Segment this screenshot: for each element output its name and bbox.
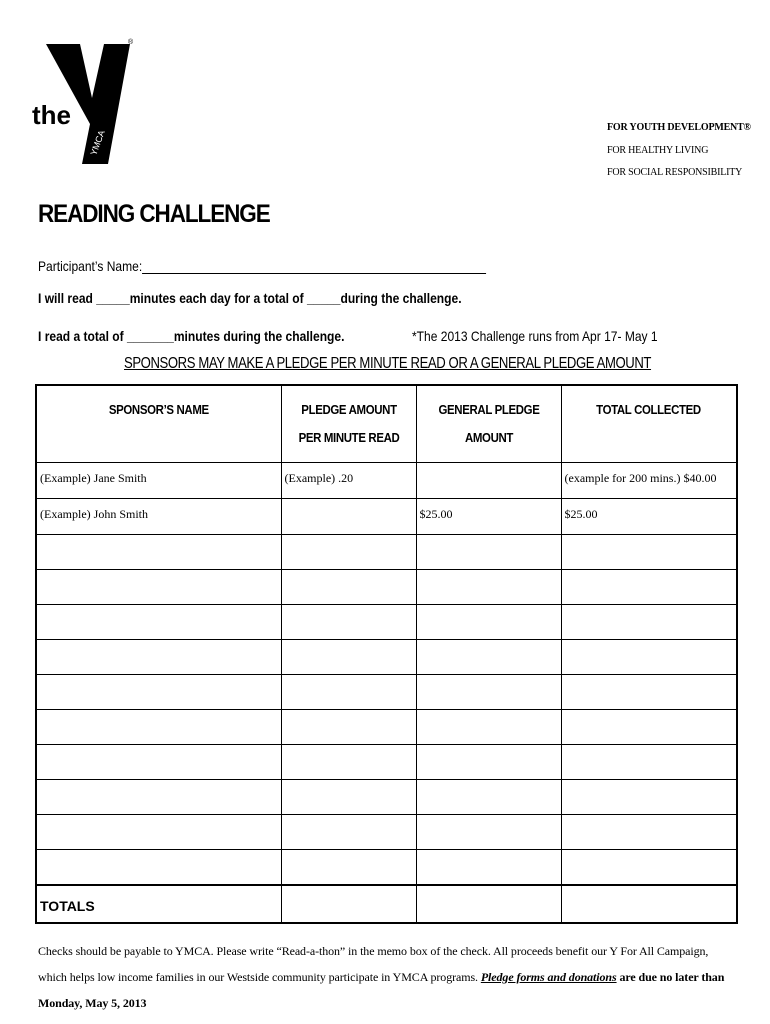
table-cell[interactable] — [36, 710, 281, 745]
table-cell[interactable] — [561, 850, 737, 885]
table-cell[interactable]: (Example) Jane Smith — [36, 463, 281, 499]
table-row — [36, 570, 737, 605]
table-cell[interactable] — [281, 570, 416, 605]
table-cell[interactable] — [36, 570, 281, 605]
table-cell[interactable] — [281, 815, 416, 850]
table-cell[interactable] — [561, 815, 737, 850]
table-cell[interactable] — [36, 815, 281, 850]
table-cell[interactable] — [281, 640, 416, 675]
table-cell[interactable] — [416, 463, 561, 499]
header-pledge-per-minute: PLEDGE AMOUNT PER MINUTE READ — [281, 385, 416, 463]
table-row — [36, 710, 737, 745]
table-cell[interactable] — [36, 640, 281, 675]
table-row — [36, 745, 737, 780]
participant-name-field[interactable] — [142, 259, 486, 274]
table-row — [36, 499, 737, 535]
logo-registered: ® — [128, 39, 134, 46]
table-row — [36, 780, 737, 815]
table-row — [36, 850, 737, 885]
logo-ymca: YMCA — [88, 128, 107, 157]
table-cell[interactable] — [281, 675, 416, 710]
table-row — [36, 640, 737, 675]
table-row — [36, 675, 737, 710]
participant-name-row — [38, 258, 486, 274]
footer-note — [38, 938, 738, 1016]
table-cell[interactable] — [416, 745, 561, 780]
totals-cell[interactable] — [561, 885, 737, 923]
footer-text: Checks should be payable to YMCA. Please write “Read-a-thon” in the memo box of the check. All proceeds benefit our Y For All Campaign, which helps low income families in our Westside community participate in YMCA programs. — [38, 944, 709, 984]
table-row — [36, 535, 737, 570]
table-cell[interactable] — [416, 675, 561, 710]
daily-reading-line: I will read _____minutes each day for a total of _____during the challenge. — [38, 290, 462, 306]
totals-cell[interactable] — [281, 885, 416, 923]
table-cell[interactable] — [561, 710, 737, 745]
footer-deadline: are due no later than Monday, May 5, 2013 — [38, 970, 725, 1010]
table-cell[interactable] — [561, 605, 737, 640]
table-cell[interactable] — [281, 710, 416, 745]
logo-word: the — [32, 100, 71, 130]
table-cell[interactable] — [36, 605, 281, 640]
pledge-table — [35, 384, 738, 924]
tagline-youth: FOR YOUTH DEVELOPMENT® — [607, 122, 751, 133]
header-total-collected: TOTAL COLLECTED — [561, 385, 737, 463]
table-cell[interactable] — [561, 780, 737, 815]
tagline-healthy: FOR HEALTHY LIVING — [607, 145, 709, 156]
total-minutes-line: I read a total of _______minutes during the challenge. — [38, 328, 345, 344]
table-cell[interactable] — [36, 535, 281, 570]
totals-label: TOTALS — [36, 885, 281, 923]
table-cell[interactable] — [416, 815, 561, 850]
table-cell[interactable] — [36, 780, 281, 815]
table-cell[interactable]: (Example) John Smith — [36, 499, 281, 535]
table-row — [36, 605, 737, 640]
page-title: READING CHALLENGE — [38, 200, 270, 228]
challenge-dates-note: *The 2013 Challenge runs from Apr 17- May 1 — [412, 328, 658, 344]
table-cell[interactable] — [281, 780, 416, 815]
totals-row — [36, 885, 737, 923]
footer-emphasis: Pledge forms and donations — [480, 970, 617, 984]
table-cell[interactable] — [36, 675, 281, 710]
table-cell[interactable]: (example for 200 mins.) $40.00 — [561, 463, 737, 499]
table-cell[interactable] — [281, 535, 416, 570]
table-cell[interactable] — [416, 535, 561, 570]
table-row — [36, 815, 737, 850]
totals-cell[interactable] — [416, 885, 561, 923]
sponsors-heading: SPONSORS MAY MAKE A PLEDGE PER MINUTE READ OR A GENERAL PLEDGE AMOUNT — [124, 355, 652, 372]
table-cell[interactable]: $25.00 — [416, 499, 561, 535]
header-general-pledge: GENERAL PLEDGE AMOUNT — [416, 385, 561, 463]
table-cell[interactable] — [416, 780, 561, 815]
table-cell[interactable] — [36, 745, 281, 780]
table-cell[interactable] — [281, 745, 416, 780]
table-cell[interactable] — [416, 570, 561, 605]
header-sponsor-name: SPONSOR’S NAME — [36, 385, 281, 463]
table-row — [36, 463, 737, 499]
table-cell[interactable] — [416, 605, 561, 640]
table-cell[interactable] — [561, 640, 737, 675]
table-cell[interactable] — [561, 745, 737, 780]
table-cell[interactable] — [36, 850, 281, 885]
table-cell[interactable] — [281, 850, 416, 885]
table-cell[interactable] — [561, 535, 737, 570]
table-cell[interactable]: $25.00 — [561, 499, 737, 535]
tagline-social: FOR SOCIAL RESPONSIBILITY — [607, 167, 743, 178]
table-cell[interactable] — [416, 640, 561, 675]
table-cell[interactable] — [281, 499, 416, 535]
table-cell[interactable] — [561, 675, 737, 710]
table-cell[interactable]: (Example) .20 — [281, 463, 416, 499]
table-cell[interactable] — [281, 605, 416, 640]
table-cell[interactable] — [561, 570, 737, 605]
ymca-logo — [30, 36, 140, 166]
table-cell[interactable] — [416, 850, 561, 885]
participant-name-label: Participant’s Name: — [38, 258, 143, 274]
table-cell[interactable] — [416, 710, 561, 745]
